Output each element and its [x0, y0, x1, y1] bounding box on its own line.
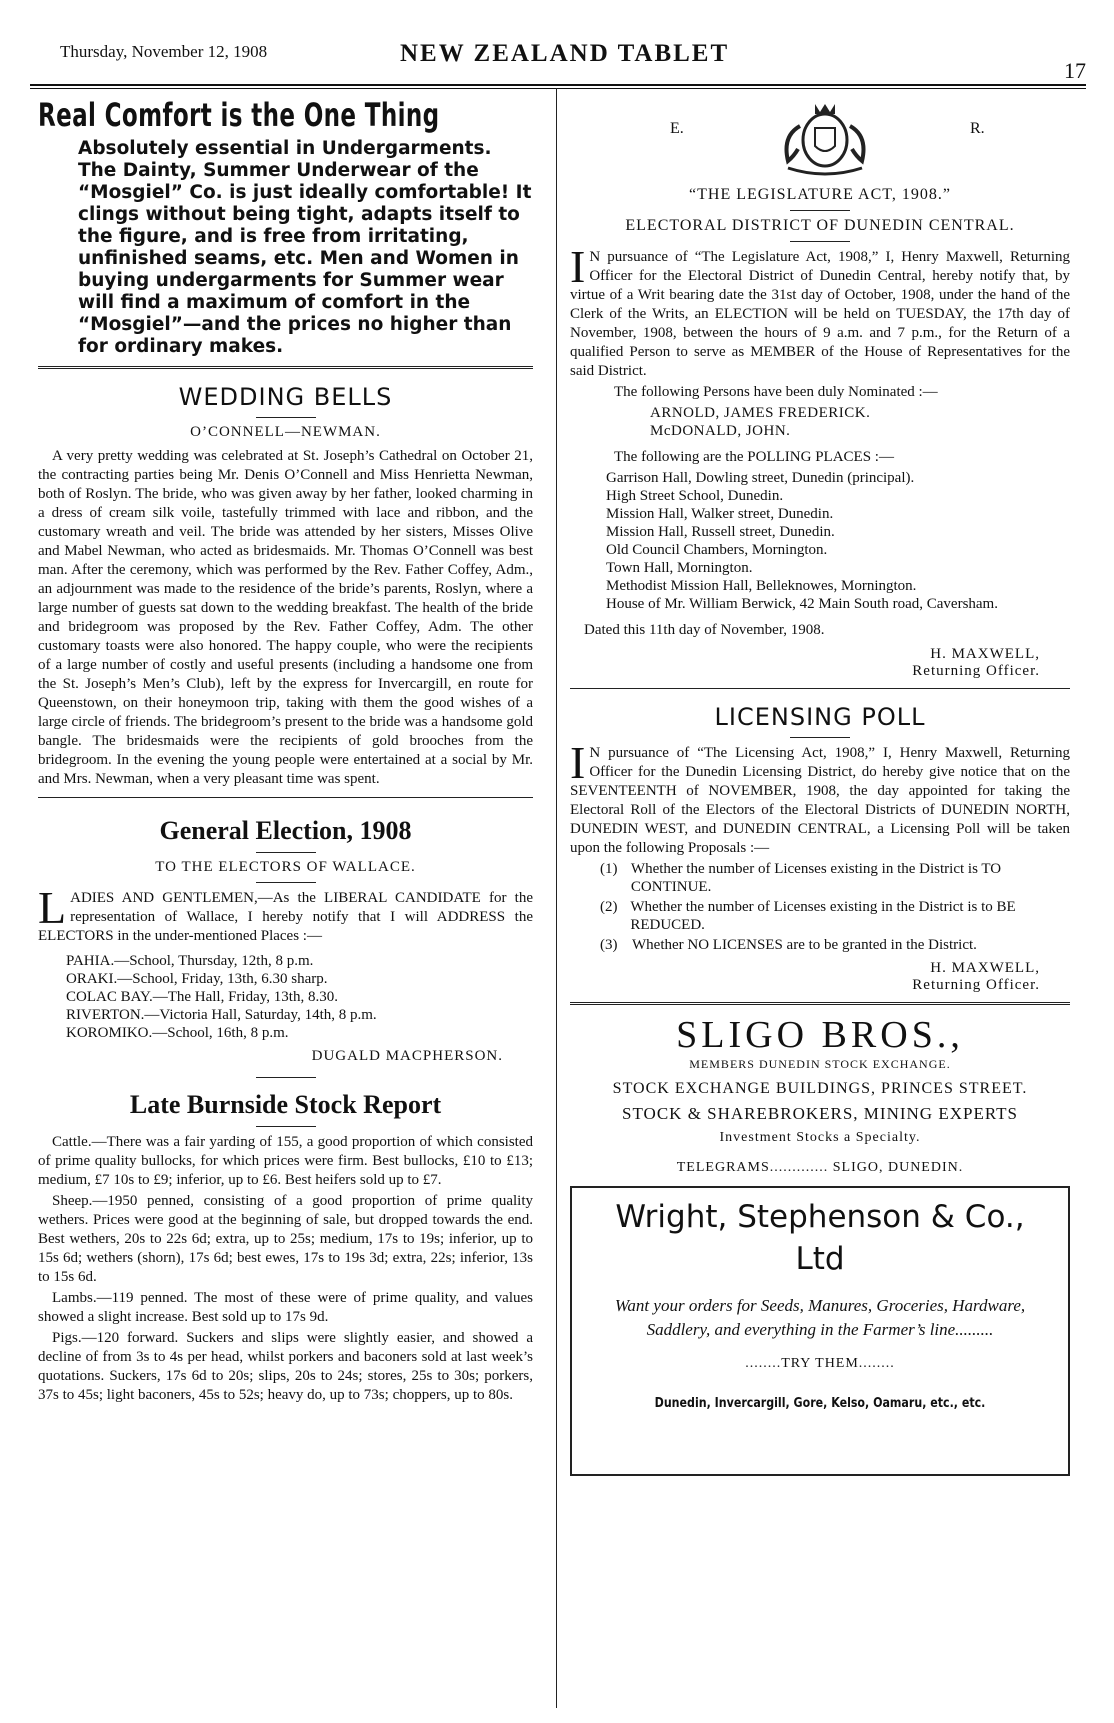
licensing-notice: [570, 703, 1070, 994]
header-rule-thin: [30, 88, 1086, 89]
licensing-heading: LICENSING POLL: [714, 703, 926, 731]
officer-title: Returning Officer.: [912, 977, 1040, 993]
stock-heading: Late Burnside Stock Report: [129, 1090, 442, 1119]
heading-rule: [256, 852, 316, 853]
newspaper-title: NEW ZEALAND TABLET: [400, 40, 730, 67]
advert-headline: Real Comfort is the One Thing: [38, 96, 440, 134]
heading-rule: [790, 737, 850, 738]
column-divider: [556, 88, 557, 1708]
candidate: ARNOLD, JAMES FREDERICK.: [650, 405, 871, 421]
section-rule: [256, 1077, 316, 1078]
company-ltd: Ltd: [795, 1241, 845, 1277]
election-advert: [38, 816, 533, 1065]
polling-place: Mission Hall, Russell street, Dunedin.: [606, 524, 835, 540]
wright-stephenson-advert: [570, 1186, 1070, 1476]
wedding-text: A very pretty wedding was celebrated at St. Joseph’s Cathedral on October 21, the contracting parties being Mr. Denis O’Connell and Miss Henrietta Newman, both of Roslyn. The bride, who was given away by her father, looked charming in a dress of cream silk voile, tastefully trimmed with lace and ribbon, and the customary wreath and veil. The bride was attended by her sisters, Misses Olive and Mabel Newman, who acted as bridesmaids. Mr. Thomas O’Connell was best man. After the ceremony, which was performed by the Rev. Father Coffey, Adm., an adjournment was made to the residence of the bride’s parents, Roslyn, where a large number of guests sat down to the wedding breakfast. The health of the bride and bridegroom was proposed by the Rev. Father Coffey, Adm. The other customary toasts were also honored. The happy couple, who were the recipients of a large number of costly and useful presents (including a handsome one from the St. Joseph’s Men’s Club), left by the express for Invercargill, en route for Queenstown, on their honeymoon trip, taking with them the good wishes of a large circle of friends. The bridegroom’s present to the bride was a handsome gold bangle. The bridesmaids were the recipients of gold brooches from the bridegroom. In the evening the young people were entertained at a social by Mr. and Mrs. Newman, when a very pleasant time was spent.: [38, 448, 533, 787]
election-notice: IN pursuance of “The Legislature Act, 1908,” I, Henry Maxwell, Returning Officer for the Electoral District of Dunedin Central, hereby notify that, by virtue of a Writ bearing date the 31st day of October, 1908, under the hand of the Clerk of the Writs, an ELECTION will be held on TUESDAY, the 17th day of November, 1908, between the hours of 9 a.m. and 7 p.m., for the Return of a qualified Person to serve as MEMBER of the House of Representatives for the said District.: [570, 241, 1070, 379]
royal-crest: [570, 96, 1070, 186]
heading-rule: [790, 241, 850, 242]
try-them: ........TRY THEM........: [745, 1356, 895, 1371]
polling-place: Methodist Mission Hall, Belleknowes, Mornington.: [606, 578, 917, 594]
proposal-text: Whether NO LICENSES are to be granted in the District.: [632, 937, 977, 953]
mosgiel-advert: [38, 96, 533, 358]
polling-place: Town Hall, Mornington.: [606, 560, 753, 576]
sligo-advert: [570, 1013, 1070, 1176]
issue-date: Thursday, November 12, 1908: [60, 42, 268, 61]
section-rule: [570, 1002, 1070, 1005]
sligo-telegrams: TELEGRAMS............. SLIGO, DUNEDIN.: [676, 1160, 964, 1175]
section-rule: [38, 797, 533, 798]
sligo-name: SLIGO BROS.,: [676, 1014, 964, 1056]
licensing-text: IN pursuance of “The Licensing Act, 1908,” I, Henry Maxwell, Returning Officer for the Dunedin Licensing District, do hereby give notice that on the SEVENTEENTH of NOVEMBER, 1908, the day appointed for taking the Electoral Roll of the Electors of the Electoral Districts of DUNEDIN NORTH, DUNEDIN WEST, and DUNEDIN CENTRAL, a Licensing Poll will be taken upon the following Proposals :—: [570, 737, 1070, 856]
crest-letter-r: R.: [970, 120, 985, 137]
masthead: [30, 40, 1086, 83]
district-title: ELECTORAL DISTRICT OF DUNEDIN CENTRAL.: [625, 217, 1015, 234]
header-rule: [30, 84, 1086, 86]
election-text: LADIES AND GENTLEMEN,—As the LIBERAL CANDIDATE for the representation of Wallace, I hereby notify that I will ADDRESS the ELECTORS in the under-mentioned Places :—: [38, 882, 533, 944]
heading-rule: [256, 882, 316, 883]
stock-paragraph: Lambs.—119 penned. The most of these were of prime quality, and values showed a slight increase. Best sold up to 17s 9d.: [38, 1290, 533, 1325]
heading-ornament: [256, 417, 316, 418]
dated-line: Dated this 11th day of November, 1908.: [584, 622, 825, 638]
heading-ornament: [256, 1126, 316, 1127]
polling-place: Garrison Hall, Dowling street, Dunedin (principal).: [606, 470, 915, 486]
company-branches: Dunedin, Invercargill, Gore, Kelso, Oamaru, etc., etc.: [654, 1396, 986, 1411]
officer-title: Returning Officer.: [912, 663, 1040, 679]
candidate: McDONALD, JOHN.: [650, 423, 791, 439]
crest-letter-e: E.: [670, 120, 684, 137]
polling-place: High Street School, Dunedin.: [606, 488, 784, 504]
proposal-text: Whether the number of Licenses existing in the District is TO CONTINUE.: [630, 861, 1002, 895]
meeting-place: COLAC BAY.—The Hall, Friday, 13th, 8.30.: [66, 989, 338, 1005]
officer-name: H. MAXWELL,: [930, 646, 1040, 662]
polling-intro: The following are the POLLING PLACES :—: [614, 449, 894, 465]
election-subheading: TO THE ELECTORS OF WALLACE.: [155, 859, 416, 875]
proposal-number: (3): [600, 937, 618, 953]
right-column: [570, 96, 1070, 1476]
proposal: [600, 860, 1070, 896]
proposal-number: (2): [600, 899, 618, 915]
sligo-address: STOCK EXCHANGE BUILDINGS, PRINCES STREET.: [612, 1080, 1028, 1097]
company-name: Wright, Stephenson & Co.,: [615, 1199, 1025, 1235]
stock-paragraph: Sheep.—1950 penned, consisting of a good proportion of prime quality wethers. Prices were good at the beginning of sale, but dropped towards the end. Best wethers, 20s to 22s 6d; extra, up to 25s; medium, 17s to 19s; inferior, up to 15s 6d; wethers (shorn), 17s 6d; best ewes, 17s to 19s 3d; extra, 22s; inferior, 13s to 15s 6d.: [38, 1193, 533, 1285]
company-offer: Want your orders for Seeds, Manures, Groceries, Hardware, Saddlery, and everything in the Farmer’s line.........: [614, 1296, 1026, 1339]
meeting-place: ORAKI.—School, Friday, 13th, 6.30 sharp.: [66, 971, 328, 987]
proposal-text: Whether the number of Licenses existing in the District is to BE REDUCED.: [630, 899, 1016, 933]
stock-report: [38, 1090, 533, 1405]
polling-place: Mission Hall, Walker street, Dunedin.: [606, 506, 834, 522]
polling-place: House of Mr. William Berwick, 42 Main South road, Caversham.: [606, 596, 998, 612]
meeting-place: RIVERTON.—Victoria Hall, Saturday, 14th, 8 p.m.: [66, 1007, 377, 1023]
nominated-intro: The following Persons have been duly Nominated :—: [614, 384, 938, 400]
election-heading: General Election, 1908: [159, 816, 412, 845]
page-number: 17: [1064, 58, 1086, 83]
officer-name: H. MAXWELL,: [930, 960, 1040, 976]
left-column: [38, 96, 533, 1407]
heading-rule: [790, 210, 850, 211]
sligo-members: MEMBERS DUNEDIN STOCK EXCHANGE.: [689, 1057, 951, 1071]
proposal: [600, 936, 1070, 954]
sligo-brokers: STOCK & SHAREBROKERS, MINING EXPERTS: [622, 1104, 1018, 1123]
proposal: [600, 898, 1070, 934]
stock-paragraph: Cattle.—There was a fair yarding of 155, a good proportion of which consisted of prime quality bullocks, for which prices were firm. Best bullocks, £10 to £13; medium, £7 10s to £9; inferior, up to £6. Best heifers sold up to £7.: [38, 1134, 533, 1188]
polling-place: Old Council Chambers, Mornington.: [606, 542, 828, 558]
proposal-number: (1): [600, 861, 618, 877]
meeting-place: KOROMIKO.—School, 16th, 8 p.m.: [66, 1025, 289, 1041]
advert-body: Absolutely essential in Undergarments. The Dainty, Summer Underwear of the “Mosgiel” Co. is just ideally comfortable! It clings without being tight, adapts itself to the figure, and is free from irritating, unfinished seams, etc. Men and Women in buying undergarments for Summer wear will find a maximum of comfort in the “Mosgiel”—and the prices no higher than for ordinary makes.: [78, 138, 532, 357]
section-rule: [570, 688, 1070, 689]
sligo-specialty: Investment Stocks a Specialty.: [719, 1130, 921, 1145]
wedding-heading: WEDDING BELLS: [178, 383, 393, 411]
coat-of-arms-icon: [770, 96, 880, 176]
section-rule: [38, 366, 533, 369]
wedding-subheading: O’CONNELL—NEWMAN.: [190, 424, 381, 440]
stock-paragraph: Pigs.—120 forward. Suckers and slips were slightly easier, and showed a decline of from 3s to 4s per head, whilst porkers and baconers sold at last week’s quotations. Suckers, 17s 6d to 20s; slips, 20s to 24s; stores, 25s to 30s; porkers, 37s to 45s; light baconers, 45s to 52s; heavy do, up to 73s; choppers, up to 80s.: [38, 1330, 533, 1403]
act-title: “THE LEGISLATURE ACT, 1908.”: [689, 186, 951, 203]
meeting-place: PAHIA.—School, Thursday, 12th, 8 p.m.: [66, 953, 314, 969]
wedding-article: [38, 383, 533, 789]
election-signature: DUGALD MACPHERSON.: [311, 1048, 503, 1064]
